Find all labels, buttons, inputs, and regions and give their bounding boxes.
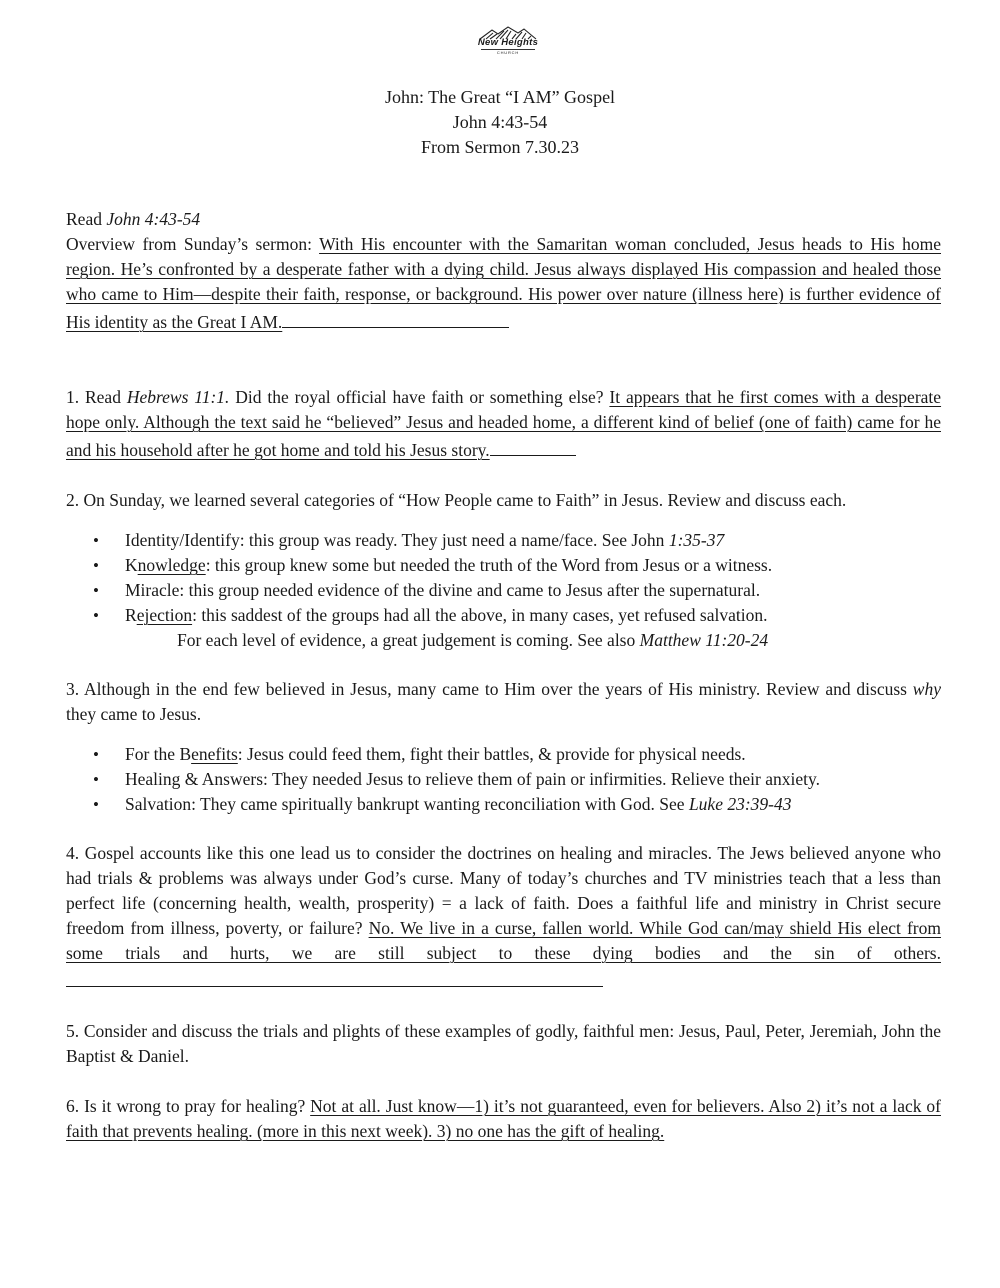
q6-answer: Not at all. Just know—1) it’s not guaranteed, even for believers. Also 2) it’s not a lack of faith that prevents healing. (more in this next week). 3) no one has the gift of healing.	[66, 1096, 941, 1141]
judgement-note: For each level of evidence, a great judgement is coming. See also Matthew 11:20-24	[177, 630, 769, 650]
logo-wordmark: New Heights	[477, 37, 539, 48]
q4-answer: No. We live in a curse, fallen world. While God can/may shield His elect from some trials and hurts, we are still subject to these dying bodies and the sin of others.	[66, 918, 941, 963]
question-6	[66, 1094, 941, 1144]
bullet-icon: •	[93, 795, 99, 814]
overview-answer: With His encounter with the Samaritan woman concluded, Jesus heads to His home region. He’s confronted by a desperate father with a dying child. Jesus always displayed His compassion and healed those who came to Him—despite their faith, response, or background. His power over nature (illness here) is further evidence of His identity as the Great I AM.	[66, 234, 941, 332]
read-reference: John 4:43-54	[106, 209, 201, 229]
scripture-passage: John 4:43-54	[452, 112, 548, 132]
q1-answer: It appears that he first comes with a desperate hope only. Although the text said he “believed” Jesus and headed home, a different kind of belief (one of faith) came for he and his household after he got home and told his Jesus story.	[66, 387, 942, 460]
faith-categories-list	[66, 528, 941, 628]
question-3: 3. Although in the end few believed in Jesus, many came to Him over the years of His ministry. Review and discuss why they came to Jesus.	[66, 679, 941, 724]
question-2: 2. On Sunday, we learned several categories of “How People came to Faith” in Jesus. Review and discuss each.	[66, 490, 847, 510]
judgement-reference: Matthew 11:20-24	[639, 630, 769, 650]
bullet-icon: •	[93, 745, 99, 764]
bullet-icon: •	[93, 581, 99, 600]
worksheet-body	[66, 207, 941, 1144]
church-logo	[458, 26, 558, 66]
list-item: • Healing & Answers: They needed Jesus to relieve them of pain or infirmities. Relieve their anxiety.	[66, 767, 941, 792]
list-item: • Identity/Identify: this group was ready. They just need a name/face. See John 1:35-37	[66, 528, 941, 553]
read-line	[66, 207, 941, 232]
list-item: • For the Benefits: Jesus could feed them, fight their battles, & provide for physical needs.	[66, 742, 941, 767]
q1-lead: 1. Read	[66, 387, 121, 407]
list-item: • Miracle: this group needed evidence of the divine and came to Jesus after the supernatural.	[66, 578, 941, 603]
bullet-icon: •	[93, 770, 99, 789]
bullet-icon: •	[93, 556, 99, 575]
answer-fill-line	[66, 966, 603, 987]
answer-fill-line	[282, 307, 509, 328]
q6-question: 6. Is it wrong to pray for healing?	[66, 1096, 306, 1116]
q1-question: Did the royal official have faith or something else?	[235, 387, 604, 407]
overview-paragraph	[66, 232, 941, 335]
sermon-date: From Sermon 7.30.23	[420, 137, 579, 157]
document-header	[0, 85, 1000, 160]
list-item: • Rejection: this saddest of the groups had all the above, in many cases, yet refused salvation.	[66, 603, 941, 628]
logo-subtitle: CHURCH	[481, 49, 535, 55]
document-title: John: The Great “I AM” Gospel	[384, 87, 616, 107]
q1-reference: Hebrews 11:1.	[126, 387, 230, 407]
list-item: • Knowledge: this group knew some but needed the truth of the Word from Jesus or a witness.	[66, 553, 941, 578]
answer-fill-line	[490, 435, 576, 456]
bullet-icon: •	[93, 606, 99, 625]
question-1	[66, 385, 941, 463]
bullet-icon: •	[93, 531, 99, 550]
question-4	[66, 841, 941, 994]
overview-label: Overview from Sunday’s sermon:	[66, 234, 312, 254]
reasons-list	[66, 742, 941, 817]
question-5: 5. Consider and discuss the trials and plights of these examples of godly, faithful men: Jesus, Paul, Peter, Jeremiah, John the Baptist & Daniel.	[66, 1021, 941, 1066]
q4-question: 4. Gospel accounts like this one lead us to consider the doctrines on healing and miracles. The Jews believed anyone who had trials & problems was always under God’s curse. Many of today’s churches and TV ministries teach that a less than perfect life (concerning health, wealth, prosperity) = a lack of faith. Does a faithful life and ministry in Christ secure freedom from illness, poverty, or failure?	[66, 843, 941, 938]
read-label: Read	[66, 209, 102, 229]
list-item: • Salvation: They came spiritually bankrupt wanting reconciliation with God. See Luke 23:39-43	[66, 792, 941, 817]
